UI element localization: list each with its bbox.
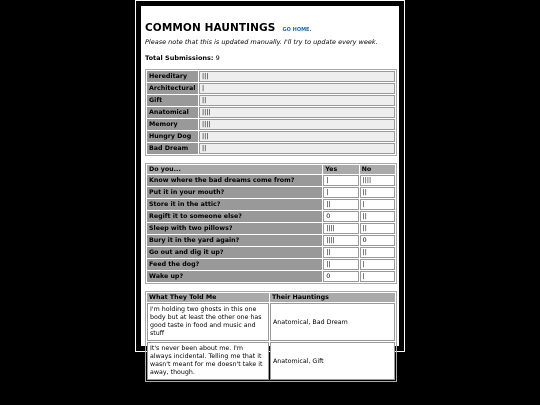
no-tally: ||: [360, 223, 395, 234]
total-submissions-label: Total Submissions:: [145, 54, 214, 62]
yes-column-header: Yes: [323, 165, 358, 174]
table-row: [147, 303, 395, 341]
category-tally: ||||: [199, 119, 395, 130]
table-row: [147, 271, 395, 282]
response-text: It's never been about me. I'm always incidental. Telling me that it wasn't meant for me doesn't take it away, though.: [147, 342, 269, 380]
hauntings-column-header: Their Hauntings: [270, 293, 395, 302]
table-header-row: [147, 293, 395, 302]
no-tally: ||: [360, 211, 395, 222]
category-label: Architectural: [147, 83, 198, 94]
yes-tally: ||: [323, 247, 358, 258]
no-tally: ||: [360, 247, 395, 258]
questions-table: [145, 163, 397, 284]
question-label: Store it in the attic?: [147, 199, 322, 210]
question-label: Sleep with two pillows?: [147, 223, 322, 234]
no-tally: ||: [360, 187, 395, 198]
response-text: I'm holding two ghosts in this one body but at least the other one has good taste in food and music and stuff: [147, 303, 269, 341]
category-label: Hereditary: [147, 71, 198, 82]
page-frame: [135, 0, 405, 376]
question-label: Bury it in the yard again?: [147, 235, 322, 246]
table-row: [147, 95, 395, 106]
table-row: [147, 107, 395, 118]
yes-tally: ||||: [323, 223, 358, 234]
yes-tally: |: [323, 187, 358, 198]
category-tally: |: [199, 83, 395, 94]
response-hauntings: Anatomical, Bad Dream: [270, 303, 395, 341]
category-tally: ||||: [199, 107, 395, 118]
yes-tally: |: [323, 175, 358, 186]
question-label: Put it in your mouth?: [147, 187, 322, 198]
haunting-categories-table: [145, 69, 397, 156]
responses-table: [145, 291, 397, 382]
category-label: Gift: [147, 95, 198, 106]
category-tally: |||: [199, 131, 395, 142]
question-label: Regift it to someone else?: [147, 211, 322, 222]
table-header-row: [147, 165, 395, 174]
table-row: [147, 259, 395, 270]
question-label: Go out and dig it up?: [147, 247, 322, 258]
table-row: [147, 199, 395, 210]
table-row: [147, 71, 395, 82]
category-label: Anatomical: [147, 107, 198, 118]
yes-tally: 0: [323, 211, 358, 222]
table-row: [147, 247, 395, 258]
page-content: [141, 6, 399, 376]
category-label: Memory: [147, 119, 198, 130]
title-row: [145, 19, 395, 32]
page-title: COMMON HAUNTINGS: [145, 22, 276, 34]
category-label: Hungry Dog: [147, 131, 198, 142]
table-row: [147, 175, 395, 186]
no-tally: 0: [360, 235, 395, 246]
category-tally: ||: [199, 143, 395, 154]
table-row: [147, 131, 395, 142]
no-tally: |: [360, 271, 395, 282]
yes-tally: ||||: [323, 235, 358, 246]
category-tally: ||: [199, 95, 395, 106]
total-submissions: [145, 54, 395, 63]
table-row: [147, 211, 395, 222]
yes-tally: ||: [323, 199, 358, 210]
question-label: Feed the dog?: [147, 259, 322, 270]
no-tally: ||||: [360, 175, 395, 186]
no-tally: |: [360, 199, 395, 210]
go-home-link[interactable]: GO HOME.: [282, 27, 312, 33]
no-column-header: No: [360, 165, 395, 174]
update-note: Please note that this is updated manually. I'll try to update every week.: [145, 38, 378, 46]
table-row: [147, 235, 395, 246]
no-tally: |: [360, 259, 395, 270]
table-row: [147, 83, 395, 94]
question-column-header: Do you...: [147, 165, 322, 174]
table-row: [147, 187, 395, 198]
yes-tally: ||: [323, 259, 358, 270]
table-row: [147, 342, 395, 380]
question-label: Wake up?: [147, 271, 322, 282]
table-row: [147, 119, 395, 130]
category-label: Bad Dream: [147, 143, 198, 154]
told-column-header: What They Told Me: [147, 293, 269, 302]
response-hauntings: Anatomical, Gift: [270, 342, 395, 380]
category-tally: |||: [199, 71, 395, 82]
table-row: [147, 223, 395, 234]
question-label: Know where the bad dreams come from?: [147, 175, 322, 186]
yes-tally: 0: [323, 271, 358, 282]
total-submissions-value: 9: [215, 54, 220, 62]
table-row: [147, 143, 395, 154]
